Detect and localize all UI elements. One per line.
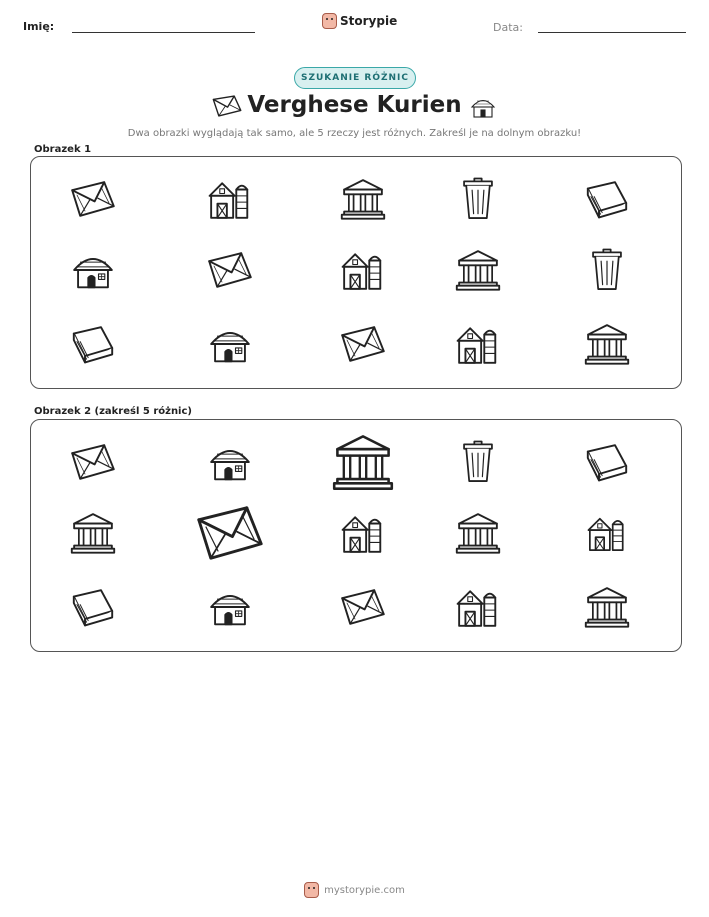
page-title: Verghese Kurien: [247, 92, 462, 118]
picture1-r2c1-hut-icon: [69, 248, 117, 292]
brand-name: Storypie: [340, 14, 398, 28]
picture1-r3c3-envelope-icon: [339, 322, 387, 366]
picture2-r2c5-barn-icon[interactable]: [585, 513, 629, 553]
footer-site: mystorypie.com: [324, 884, 405, 896]
picture1-r1c4-trash-can-icon: [454, 177, 502, 221]
picture2-label: Obrazek 2 (zakreśl 5 różnic): [34, 406, 192, 417]
picture2-r2c1-temple-icon[interactable]: [69, 511, 117, 555]
picture1-label: Obrazek 1: [34, 144, 92, 155]
picture1-r2c3-barn-icon: [339, 248, 387, 292]
picture1-r1c5-book-icon: [583, 177, 631, 221]
picture2-r3c5-temple-icon[interactable]: [583, 585, 631, 629]
picture2-r3c2-hut-icon[interactable]: [206, 585, 254, 629]
picture2-r1c1-envelope-icon[interactable]: [69, 440, 117, 484]
date-field[interactable]: [538, 32, 686, 33]
picture2-r3c1-book-icon[interactable]: [69, 585, 117, 629]
picture2-r1c2-hut-icon[interactable]: [206, 440, 254, 484]
picture1-r3c4-barn-icon: [454, 322, 502, 366]
worksheet-type-badge: SZUKANIE RÓŻNIC: [294, 67, 416, 89]
picture2-r3c4-barn-icon[interactable]: [454, 585, 502, 629]
picture1-r3c2-hut-icon: [206, 322, 254, 366]
footer: [0, 882, 709, 898]
picture1-panel: [30, 156, 682, 389]
mascot-icon: [322, 13, 337, 29]
picture2-r1c3-temple-icon[interactable]: [331, 429, 395, 495]
picture1-r1c3-temple-icon: [339, 177, 387, 221]
picture2-panel[interactable]: [30, 419, 682, 652]
picture2-r2c2-envelope-icon[interactable]: [194, 503, 266, 563]
picture2-r1c4-trash-can-icon[interactable]: [454, 440, 502, 484]
picture2-r2c3-barn-icon[interactable]: [339, 511, 387, 555]
picture1-r3c1-book-icon: [69, 322, 117, 366]
picture1-r2c2-envelope-icon: [206, 248, 254, 292]
picture2-r1c5-book-icon[interactable]: [583, 440, 631, 484]
instructions: Dwa obrazki wyglądają tak samo, ale 5 rzeczy jest różnych. Zakreśl je na dolnym obrazku!: [127, 128, 582, 139]
picture2-r2c4-temple-icon[interactable]: [454, 511, 502, 555]
name-field[interactable]: [72, 32, 255, 33]
date-label: Data:: [493, 21, 523, 34]
picture1-r2c5-trash-can-icon: [583, 248, 631, 292]
picture1-r1c1-envelope-icon: [69, 177, 117, 221]
picture1-r3c5-temple-icon: [583, 322, 631, 366]
picture2-r3c3-envelope-icon[interactable]: [339, 585, 387, 629]
brand-logo: [322, 13, 397, 29]
picture1-r1c2-barn-icon: [206, 177, 254, 221]
name-label: Imię:: [23, 20, 55, 33]
title-hut-icon: [468, 93, 498, 121]
picture1-r2c4-temple-icon: [454, 248, 502, 292]
footer-mascot-icon: [304, 882, 319, 898]
